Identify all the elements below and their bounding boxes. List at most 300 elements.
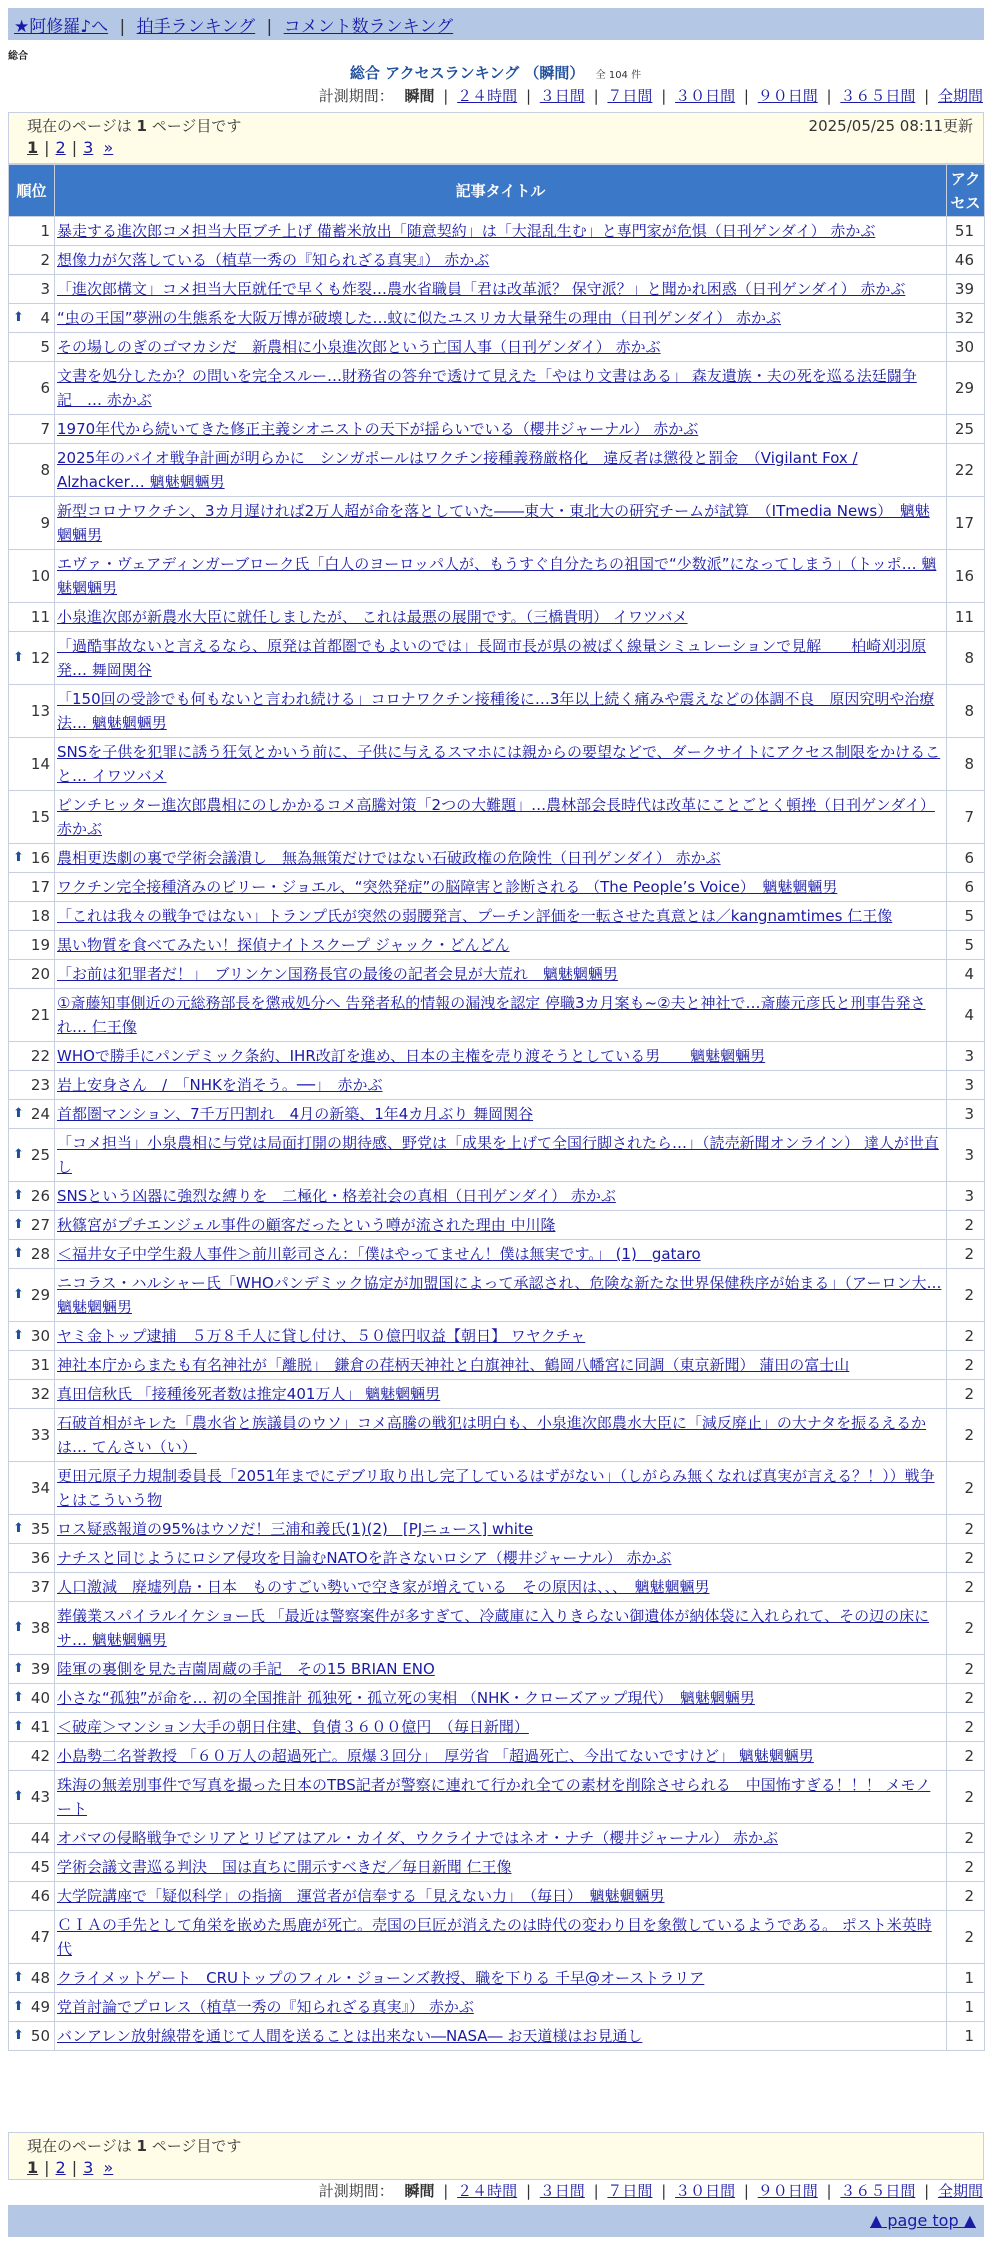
rank-cell	[9, 1713, 55, 1742]
title-cell	[55, 1129, 947, 1182]
rank-cell	[9, 1853, 55, 1882]
article-title-link[interactable]: ナチスと同じようにロシア侵攻を目論むNATOを許さないロシア（櫻井ジャーナル） 赤かぶ	[57, 1549, 672, 1567]
access-count: 25	[947, 415, 985, 444]
page-top-link[interactable]: ▲ page top ▲	[869, 2211, 976, 2230]
rank-cell	[9, 1462, 55, 1515]
page-link-1: 1	[27, 138, 39, 157]
rank-number: 12	[30, 649, 50, 667]
table-row	[9, 1882, 985, 1911]
rank-cell	[9, 304, 55, 333]
article-title-link[interactable]: 人口激減 廃墟列島・日本 ものすごい勢いで空き家が増えている その原因は、、、 魑魅魍魎男	[57, 1578, 710, 1596]
rank-number: 38	[30, 1619, 50, 1637]
period-separator: |	[743, 2182, 749, 2200]
pagination	[27, 2157, 973, 2181]
title-column-header: 記事タイトル	[55, 165, 947, 217]
rank-number: 44	[30, 1829, 50, 1847]
article-title-link[interactable]: 党首討論でプロレス（植草一秀の『知られざる真実』） 赤かぶ	[57, 1998, 474, 2016]
rank-number: 27	[30, 1216, 50, 1234]
access-count: 46	[947, 246, 985, 275]
rank-up-arrow-icon: ⬆	[13, 1188, 24, 1203]
table-row	[9, 497, 985, 550]
rank-up-arrow-icon: ⬆	[13, 1328, 24, 1343]
rank-cell	[9, 1882, 55, 1911]
article-title-link[interactable]: 想像力が欠落している（植草一秀の『知られざる真実』） 赤かぶ	[57, 251, 490, 269]
article-title-link[interactable]: 1970年代から続いてきた修正主義シオニストの天下が揺らいでいる（櫻井ジャーナル） 赤かぶ	[57, 420, 699, 438]
title-cell	[55, 1742, 947, 1771]
article-title-link[interactable]: ＜破産＞マンション大手の朝日住建、負債３６００億円 （毎日新聞）	[57, 1718, 529, 1736]
period-separator: |	[743, 87, 749, 105]
access-count: 2	[947, 1211, 985, 1240]
period-link-90d[interactable]: ９０日間	[757, 87, 818, 105]
rank-number: 37	[30, 1578, 50, 1596]
article-title-link[interactable]: 葬儀業スパイラルイケショー氏 「最近は警察案件が多すぎて、冷蔵庫に入りきらない御遺体が納体袋に入れられて、その辺の床にサ… 魑魅魍魎男	[57, 1607, 930, 1649]
table-row	[9, 873, 985, 902]
period-link-30d[interactable]: ３０日間	[675, 87, 736, 105]
title-cell	[55, 632, 947, 685]
period-link-365d[interactable]: ３６５日間	[840, 87, 916, 105]
title-cell	[55, 1322, 947, 1351]
rank-cell	[9, 2022, 55, 2051]
period-selector-bottom	[319, 2180, 983, 2201]
article-title-link[interactable]: 小島勢二名誉教授 「６０万人の超過死亡。原爆３回分」 厚労省 「超過死亡、今出てないですけど」 魑魅魍魎男	[57, 1747, 814, 1765]
article-title-link[interactable]: クライメットゲート CRUトップのフィル・ジョーンズ教授、職を下りる 千早@オーストラリア	[57, 1969, 705, 1987]
rank-number: 26	[30, 1187, 50, 1205]
table-row	[9, 304, 985, 333]
rank-cell	[9, 931, 55, 960]
ranking-title: 総合 アクセスランキング （瞬間）	[349, 64, 585, 82]
table-row	[9, 1129, 985, 1182]
period-link-3d[interactable]: ３日間	[539, 87, 585, 105]
current-page-number: 1	[136, 2137, 147, 2155]
period-separator: |	[661, 2182, 667, 2200]
rank-number: 46	[30, 1887, 50, 1905]
title-cell	[55, 1993, 947, 2022]
page-link-3[interactable]: 3	[83, 138, 94, 157]
access-count: 2	[947, 1462, 985, 1515]
article-title-link[interactable]: 黒い物質を食べてみたい！探偵ナイトスクープ ジャック・どんどん	[57, 936, 510, 954]
article-title-link[interactable]: SNSを子供を犯罪に誘う狂気とかいう前に、子供に与えるスマホには親からの要望などで、ダークサイトにアクセス制限をかけること… イワツバメ	[57, 743, 941, 785]
article-title-link[interactable]: ＣＩＡの手先として角栄を嵌めた馬鹿が死亡。売国の巨匠が消えたのは時代の変わり目を象徴しているようである。 ポスト米英時代	[57, 1916, 932, 1958]
article-title-link[interactable]: SNSという凶器に強烈な縛りを 二極化・格差社会の真相（日刊ゲンダイ） 赤かぶ	[57, 1187, 616, 1205]
rank-up-arrow-icon: ⬆	[13, 2028, 24, 2043]
period-selector-top	[319, 85, 983, 106]
rank-up-arrow-icon: ⬆	[13, 1246, 24, 1261]
rank-cell	[9, 1211, 55, 1240]
rank-column-header: 順位	[9, 165, 55, 217]
period-current: 瞬間	[404, 2182, 435, 2200]
access-count: 3	[947, 1129, 985, 1182]
rank-cell	[9, 444, 55, 497]
title-cell	[55, 550, 947, 603]
title-cell	[55, 1240, 947, 1269]
page-title	[0, 62, 991, 83]
rank-up-arrow-icon: ⬆	[13, 1620, 24, 1635]
access-count: 2	[947, 1515, 985, 1544]
rank-number: 20	[30, 965, 50, 983]
rank-cell	[9, 1771, 55, 1824]
title-cell	[55, 444, 947, 497]
article-title-link[interactable]: 2025年のバイオ戦争計画が明らかに シンガポールはワクチン接種義務厳格化 違反者は懲役と罰金 （Vigilant Fox / Alzhacker… 魑魅魍魎男	[57, 449, 858, 491]
title-cell	[55, 1462, 947, 1515]
article-title-link[interactable]: 「コメ担当」小泉農相に与党は局面打開の期待感、野党は「成果を上げて全国行脚されたら…」（読売新聞オンライン） 達人が世直し	[57, 1134, 939, 1176]
title-cell	[55, 873, 947, 902]
page-separator: |	[71, 138, 78, 157]
title-cell	[55, 1100, 947, 1129]
article-title-link[interactable]: 石破首相がキレた「農水省と族議員のウソ」コメ高騰の戦犯は明白も、小泉進次郎農水大臣に「減反廃止」の大ナタを振るえるかは… てんさい（い）	[57, 1414, 927, 1456]
access-count: 4	[947, 989, 985, 1042]
rank-number: 30	[30, 1327, 50, 1345]
access-count: 5	[947, 902, 985, 931]
article-title-link[interactable]: ヤミ金トップ逮捕 ５万８千人に貸し付け、５０億円収益【朝日】 ワヤクチャ	[57, 1327, 586, 1345]
rank-cell	[9, 873, 55, 902]
rank-number: 9	[40, 514, 50, 532]
table-row	[9, 1911, 985, 1964]
period-link-90d[interactable]: ９０日間	[757, 2182, 818, 2200]
access-count: 1	[947, 1964, 985, 1993]
table-row	[9, 550, 985, 603]
title-cell	[55, 1380, 947, 1409]
rank-cell	[9, 362, 55, 415]
article-title-link[interactable]: 小泉進次郎が新農水大臣に就任しましたが、 これは最悪の展開です。（三橋貴明） イワツバメ	[57, 608, 688, 626]
period-separator: |	[826, 2182, 832, 2200]
table-row	[9, 1042, 985, 1071]
article-title-link[interactable]: オバマの侵略戦争でシリアとリビアはアル・カイダ、ウクライナではネオ・ナチ（櫻井ジャーナル） 赤かぶ	[57, 1829, 779, 1847]
article-title-link[interactable]: 文書を処分したか？の問いを完全スルー…財務省の答弁で透けて見えた「やはり文書はある」 森友遺族・夫の死を巡る法廷闘争記 … 赤かぶ	[57, 367, 917, 409]
table-row	[9, 1964, 985, 1993]
period-separator: |	[826, 87, 832, 105]
article-title-link[interactable]: 学術会議文書巡る判決 国は直ちに開示すべきだ／毎日新聞 仁王像	[57, 1858, 512, 1876]
title-cell	[55, 2022, 947, 2051]
rank-up-arrow-icon: ⬆	[13, 1970, 24, 1985]
ranking-table-body	[9, 217, 985, 2051]
rank-cell	[9, 1824, 55, 1853]
rank-cell	[9, 1042, 55, 1071]
article-title-link[interactable]: 「過酷事故ないと言えるなら、原発は首都圏でもよいのでは」長岡市長が県の被ばく線量シミュレーションで見解 柏崎刈羽原発… 舞岡関谷	[57, 637, 927, 679]
rank-number: 14	[30, 755, 50, 773]
rank-cell	[9, 1380, 55, 1409]
table-row	[9, 1351, 985, 1380]
table-row	[9, 1544, 985, 1573]
page-separator: |	[44, 138, 50, 157]
rank-number: 34	[30, 1479, 50, 1497]
title-cell	[55, 217, 947, 246]
rank-cell	[9, 1071, 55, 1100]
rank-up-arrow-icon: ⬆	[13, 1147, 24, 1162]
table-row	[9, 1409, 985, 1462]
title-cell	[55, 275, 947, 304]
article-title-link[interactable]: 暴走する進次郎コメ担当大臣ブチ上げ 備蓄米放出「随意契約」は「大混乱生む」と専門家が危惧（日刊ゲンダイ） 赤かぶ	[57, 222, 876, 240]
rank-number: 43	[30, 1788, 50, 1806]
access-count: 3	[947, 1042, 985, 1071]
period-separator: |	[661, 87, 667, 105]
access-count: 2	[947, 1269, 985, 1322]
access-count: 8	[947, 632, 985, 685]
title-cell	[55, 1211, 947, 1240]
article-title-link[interactable]: 「150回の受診でも何もないと言われ続ける」コロナワクチン接種後に…3年以上続く痛みや震えなどの体調不良 原因究明や治療法… 魑魅魍魎男	[57, 690, 935, 732]
access-count: 2	[947, 1771, 985, 1824]
access-count: 1	[947, 1993, 985, 2022]
rank-cell	[9, 632, 55, 685]
table-row	[9, 791, 985, 844]
table-row	[9, 685, 985, 738]
updated-timestamp: 2025/05/25 08:11更新	[808, 117, 973, 135]
table-row	[9, 931, 985, 960]
access-count: 2	[947, 1853, 985, 1882]
access-count: 11	[947, 603, 985, 632]
article-title-link[interactable]: その場しのぎのゴマカシだ 新農相に小泉進次郎という亡国人事（日刊ゲンダイ） 赤かぶ	[57, 338, 661, 356]
table-row	[9, 902, 985, 931]
period-link-3d[interactable]: ３日間	[539, 2182, 585, 2200]
period-current: 瞬間	[404, 87, 435, 105]
table-row	[9, 1742, 985, 1771]
article-title-link[interactable]: ニコラス・ハルシャー氏「WHOパンデミック協定が加盟国によって承認され、危険な新たな世界保健秩序が始まる」（アーロン大… 魑魅魍魎男	[57, 1274, 942, 1316]
access-count: 2	[947, 1882, 985, 1911]
rank-cell	[9, 791, 55, 844]
period-link-7d[interactable]: ７日間	[607, 87, 653, 105]
paging-info-bottom	[8, 2132, 984, 2180]
rank-number: 31	[30, 1356, 50, 1374]
table-row	[9, 1211, 985, 1240]
title-cell	[55, 1515, 947, 1544]
access-count: 2	[947, 1573, 985, 1602]
bottom-bar	[8, 2205, 984, 2237]
access-count: 2	[947, 1602, 985, 1655]
rank-cell	[9, 1544, 55, 1573]
current-page-text	[27, 2135, 241, 2157]
access-column-header: アクセス	[947, 165, 985, 217]
period-link-365d[interactable]: ３６５日間	[840, 2182, 916, 2200]
rank-number: 7	[40, 420, 50, 438]
article-title-link[interactable]: ワクチン完全接種済みのビリー・ジョエル、“突然発症”の脳障害と診断される （The People’s Voice） 魑魅魍魎男	[57, 878, 838, 896]
applause-ranking-link[interactable]: 拍手ランキング	[136, 17, 256, 37]
article-title-link[interactable]: 「これは我々の戦争ではない」トランプ氏が突然の弱腰発言、プーチン評価を一転させた真意とは／kangnamtimes 仁王像	[57, 907, 893, 925]
access-count: 5	[947, 931, 985, 960]
article-title-link[interactable]: 珠海の無差別事件で写真を撮った日本のTBS記者が警察に連れて行かれ全ての素材を削除させられる 中国怖すぎる！！！ メモノート	[57, 1776, 931, 1818]
title-cell	[55, 1602, 947, 1655]
rank-number: 16	[30, 849, 50, 867]
rank-up-arrow-icon: ⬆	[13, 1719, 24, 1734]
article-title-link[interactable]: 新型コロナワクチン、3カ月遅ければ2万人超が命を落としていた――東大・東北大の研究チームが試算 （ITmedia News） 魑魅魍魎男	[57, 502, 930, 544]
access-count: 6	[947, 844, 985, 873]
rank-cell	[9, 1240, 55, 1269]
article-title-link[interactable]: ピンチヒッター進次郎農相にのしかかるコメ高騰対策「2つの大難題」…農林部会長時代は改革にことごとく頓挫（日刊ゲンダイ） 赤かぶ	[57, 796, 935, 838]
next-page-link[interactable]: »	[103, 138, 114, 157]
article-title-link[interactable]: 真田信秋氏 「接種後死者数は推定401万人」 魑魅魍魎男	[57, 1385, 441, 1403]
page-link-2[interactable]: 2	[55, 2158, 66, 2177]
rank-number: 6	[40, 379, 50, 397]
table-row	[9, 217, 985, 246]
table-row	[9, 2022, 985, 2051]
rank-number: 45	[30, 1858, 50, 1876]
table-row	[9, 362, 985, 415]
category-label: 総合	[8, 51, 28, 62]
rank-cell	[9, 217, 55, 246]
period-link-24h[interactable]: ２４時間	[457, 87, 518, 105]
rank-up-arrow-icon: ⬆	[13, 650, 24, 665]
rank-up-arrow-icon: ⬆	[13, 1217, 24, 1232]
rank-number: 15	[30, 808, 50, 826]
article-title-link[interactable]: 大学院講座で「疑似科学」の指摘 運営者が信奉する「見えない力」 （毎日） 魑魅魍魎男	[57, 1887, 665, 1905]
title-cell	[55, 1351, 947, 1380]
rank-cell	[9, 989, 55, 1042]
article-title-link[interactable]: “虫の王国”夢洲の生態系を大阪万博が破壊した…蚊に似たユスリカ大量発生の理由（日刊ゲンダイ） 赤かぶ	[57, 309, 781, 327]
article-title-link[interactable]: ①斎藤知事側近の元総務部長を懲戒処分へ 告発者私的情報の漏洩を認定 停職3カ月案も~②夫と神社で…斎藤元彦氏と刑事告発され… 仁王像	[57, 994, 926, 1036]
rank-cell	[9, 844, 55, 873]
rank-cell	[9, 275, 55, 304]
table-row	[9, 960, 985, 989]
title-cell	[55, 960, 947, 989]
article-title-link[interactable]: バンアレン放射線帯を通じて人間を送ることは出来ない―NASA― お天道様はお見通し	[57, 2027, 643, 2045]
rank-cell	[9, 1742, 55, 1771]
access-count: 2	[947, 1322, 985, 1351]
rank-number: 40	[30, 1689, 50, 1707]
table-row	[9, 1071, 985, 1100]
article-title-link[interactable]: 「お前は犯罪者だ！」 ブリンケン国務長官の最後の記者会見が大荒れ 魑魅魍魎男	[57, 965, 618, 983]
rank-cell	[9, 603, 55, 632]
paging-info-top	[8, 112, 984, 164]
access-count: 2	[947, 1380, 985, 1409]
table-row	[9, 1240, 985, 1269]
title-cell	[55, 844, 947, 873]
rank-cell	[9, 960, 55, 989]
rank-number: 10	[30, 567, 50, 585]
article-title-link[interactable]: 小さな“孤独”が命を… 初の全国推計 孤独死・孤立死の実相 （NHK・クローズアップ現代） 魑魅魍魎男	[57, 1689, 755, 1707]
article-title-link[interactable]: エヴァ・ヴェアディンガーブローク氏「白人のヨーロッパ人が、もうすぐ自分たちの祖国で“少数派”になってしまう」（トッポ… 魑魅魍魎男	[57, 555, 937, 597]
rank-cell	[9, 1182, 55, 1211]
rank-cell	[9, 1602, 55, 1655]
table-row	[9, 415, 985, 444]
article-title-link[interactable]: 神社本庁からまたも有名神社が「離脱」 鎌倉の荏柄天神社と白旗神社、鶴岡八幡宮に同調（東京新聞） 蒲田の富士山	[57, 1356, 850, 1374]
title-cell	[55, 989, 947, 1042]
rank-up-arrow-icon: ⬆	[13, 1690, 24, 1705]
rank-cell	[9, 333, 55, 362]
period-link-all[interactable]: 全期間	[937, 87, 983, 105]
rank-number: 5	[40, 338, 50, 356]
rank-number: 28	[30, 1245, 50, 1263]
rank-number: 1	[40, 222, 50, 240]
rank-up-arrow-icon: ⬆	[13, 1106, 24, 1121]
access-count: 2	[947, 1911, 985, 1964]
rank-number: 48	[30, 1969, 50, 1987]
access-count: 8	[947, 738, 985, 791]
rank-number: 36	[30, 1549, 50, 1567]
title-cell	[55, 738, 947, 791]
title-cell	[55, 1269, 947, 1322]
period-separator: |	[443, 87, 449, 105]
title-cell	[55, 1544, 947, 1573]
rank-number: 24	[30, 1105, 50, 1123]
title-cell	[55, 304, 947, 333]
rank-number: 21	[30, 1006, 50, 1024]
rank-up-arrow-icon: ⬆	[13, 1287, 24, 1302]
article-title-link[interactable]: 首都圏マンション、7千万円割れ 4月の新築、1年4カ月ぶり 舞岡関谷	[57, 1105, 534, 1123]
access-count: 3	[947, 1182, 985, 1211]
rank-cell	[9, 1655, 55, 1684]
period-link-30d[interactable]: ３０日間	[675, 2182, 736, 2200]
table-row	[9, 1853, 985, 1882]
page-separator: |	[44, 2158, 50, 2177]
rank-cell	[9, 415, 55, 444]
article-count: 全 104 件	[595, 70, 642, 81]
page-link-3[interactable]: 3	[83, 2158, 94, 2177]
rank-up-arrow-icon: ⬆	[13, 1789, 24, 1804]
rank-number: 2	[40, 251, 50, 269]
next-page-link[interactable]: »	[103, 2158, 114, 2177]
access-count: 32	[947, 304, 985, 333]
article-title-link[interactable]: 陸軍の裏側を見た吉薗周蔵の手記 その15 BRIAN ENO	[57, 1660, 435, 1678]
article-title-link[interactable]: ロス疑惑報道の95%はウソだ！三浦和義氏(1)(2) [PJニュース] white	[57, 1520, 534, 1538]
period-separator: |	[525, 2182, 531, 2200]
rank-number: 41	[30, 1718, 50, 1736]
article-title-link[interactable]: ＜福井女子中学生殺人事件＞前川彰司さん：「僕はやってません！僕は無実です。」 (1) gataro	[57, 1245, 701, 1263]
title-cell	[55, 1182, 947, 1211]
article-title-link[interactable]: 農相更迭劇の裏で学術会議潰し 無為無策だけではない石破政権の危険性（日刊ゲンダイ） 赤かぶ	[57, 849, 721, 867]
current-page-pre: 現在のページは	[27, 2137, 132, 2155]
article-title-link[interactable]: 「進次郎構文」コメ担当大臣就任で早くも炸裂…農水省職員「君は改革派？ 保守派？」と聞かれ困惑（日刊ゲンダイ） 赤かぶ	[57, 280, 906, 298]
rank-cell	[9, 902, 55, 931]
access-count: 2	[947, 1544, 985, 1573]
table-row	[9, 444, 985, 497]
title-cell	[55, 1964, 947, 1993]
period-link-all[interactable]: 全期間	[937, 2182, 983, 2200]
rank-number: 8	[40, 461, 50, 479]
nav-separator: |	[266, 17, 273, 37]
article-title-link[interactable]: 更田元原子力規制委員長「2051年までにデブリ取り出し完了しているはずがない」（しがらみ無くなれば真実が言える？！））戦争とはこういう物	[57, 1467, 935, 1509]
current-page-text	[27, 115, 241, 137]
table-row	[9, 1182, 985, 1211]
rank-number: 19	[30, 936, 50, 954]
title-cell	[55, 1824, 947, 1853]
table-row	[9, 1573, 985, 1602]
rank-number: 49	[30, 1998, 50, 2016]
rank-number: 4	[40, 309, 50, 327]
period-label: 計測期間：	[318, 87, 394, 105]
period-separator: |	[593, 2182, 599, 2200]
access-count: 2	[947, 1409, 985, 1462]
comment-ranking-link[interactable]: コメント数ランキング	[283, 17, 454, 37]
table-row	[9, 603, 985, 632]
title-cell	[55, 333, 947, 362]
title-cell	[55, 1071, 947, 1100]
access-count: 2	[947, 1713, 985, 1742]
period-separator: |	[924, 87, 930, 105]
article-title-link[interactable]: 秋篠宮がプチエンジェル事件の顧客だったという噂が流された理由 中川隆	[57, 1216, 556, 1234]
period-link-7d[interactable]: ７日間	[607, 2182, 653, 2200]
access-count: 2	[947, 1684, 985, 1713]
rank-cell	[9, 1573, 55, 1602]
title-cell	[55, 1655, 947, 1684]
page-link-2[interactable]: 2	[55, 138, 66, 157]
table-row	[9, 333, 985, 362]
title-cell	[55, 685, 947, 738]
title-cell	[55, 1911, 947, 1964]
period-link-24h[interactable]: ２４時間	[457, 2182, 518, 2200]
title-cell	[55, 1409, 947, 1462]
access-count: 2	[947, 1824, 985, 1853]
access-count: 2	[947, 1742, 985, 1771]
rank-number: 50	[30, 2027, 50, 2045]
title-cell	[55, 1573, 947, 1602]
rank-up-arrow-icon: ⬆	[13, 1999, 24, 2014]
rank-cell	[9, 738, 55, 791]
access-count: 2	[947, 1655, 985, 1684]
home-link[interactable]: ★阿修羅♪へ	[14, 17, 109, 37]
rank-number: 3	[40, 280, 50, 298]
access-count: 39	[947, 275, 985, 304]
title-cell	[55, 603, 947, 632]
article-title-link[interactable]: 岩上安身さん / 「NHKを消そう。──」 赤かぶ	[57, 1076, 383, 1094]
article-title-link[interactable]: WHOで勝手にパンデミック条約、IHR改訂を進め、日本の主権を売り渡そうとしている男 魑魅魍魎男	[57, 1047, 766, 1065]
